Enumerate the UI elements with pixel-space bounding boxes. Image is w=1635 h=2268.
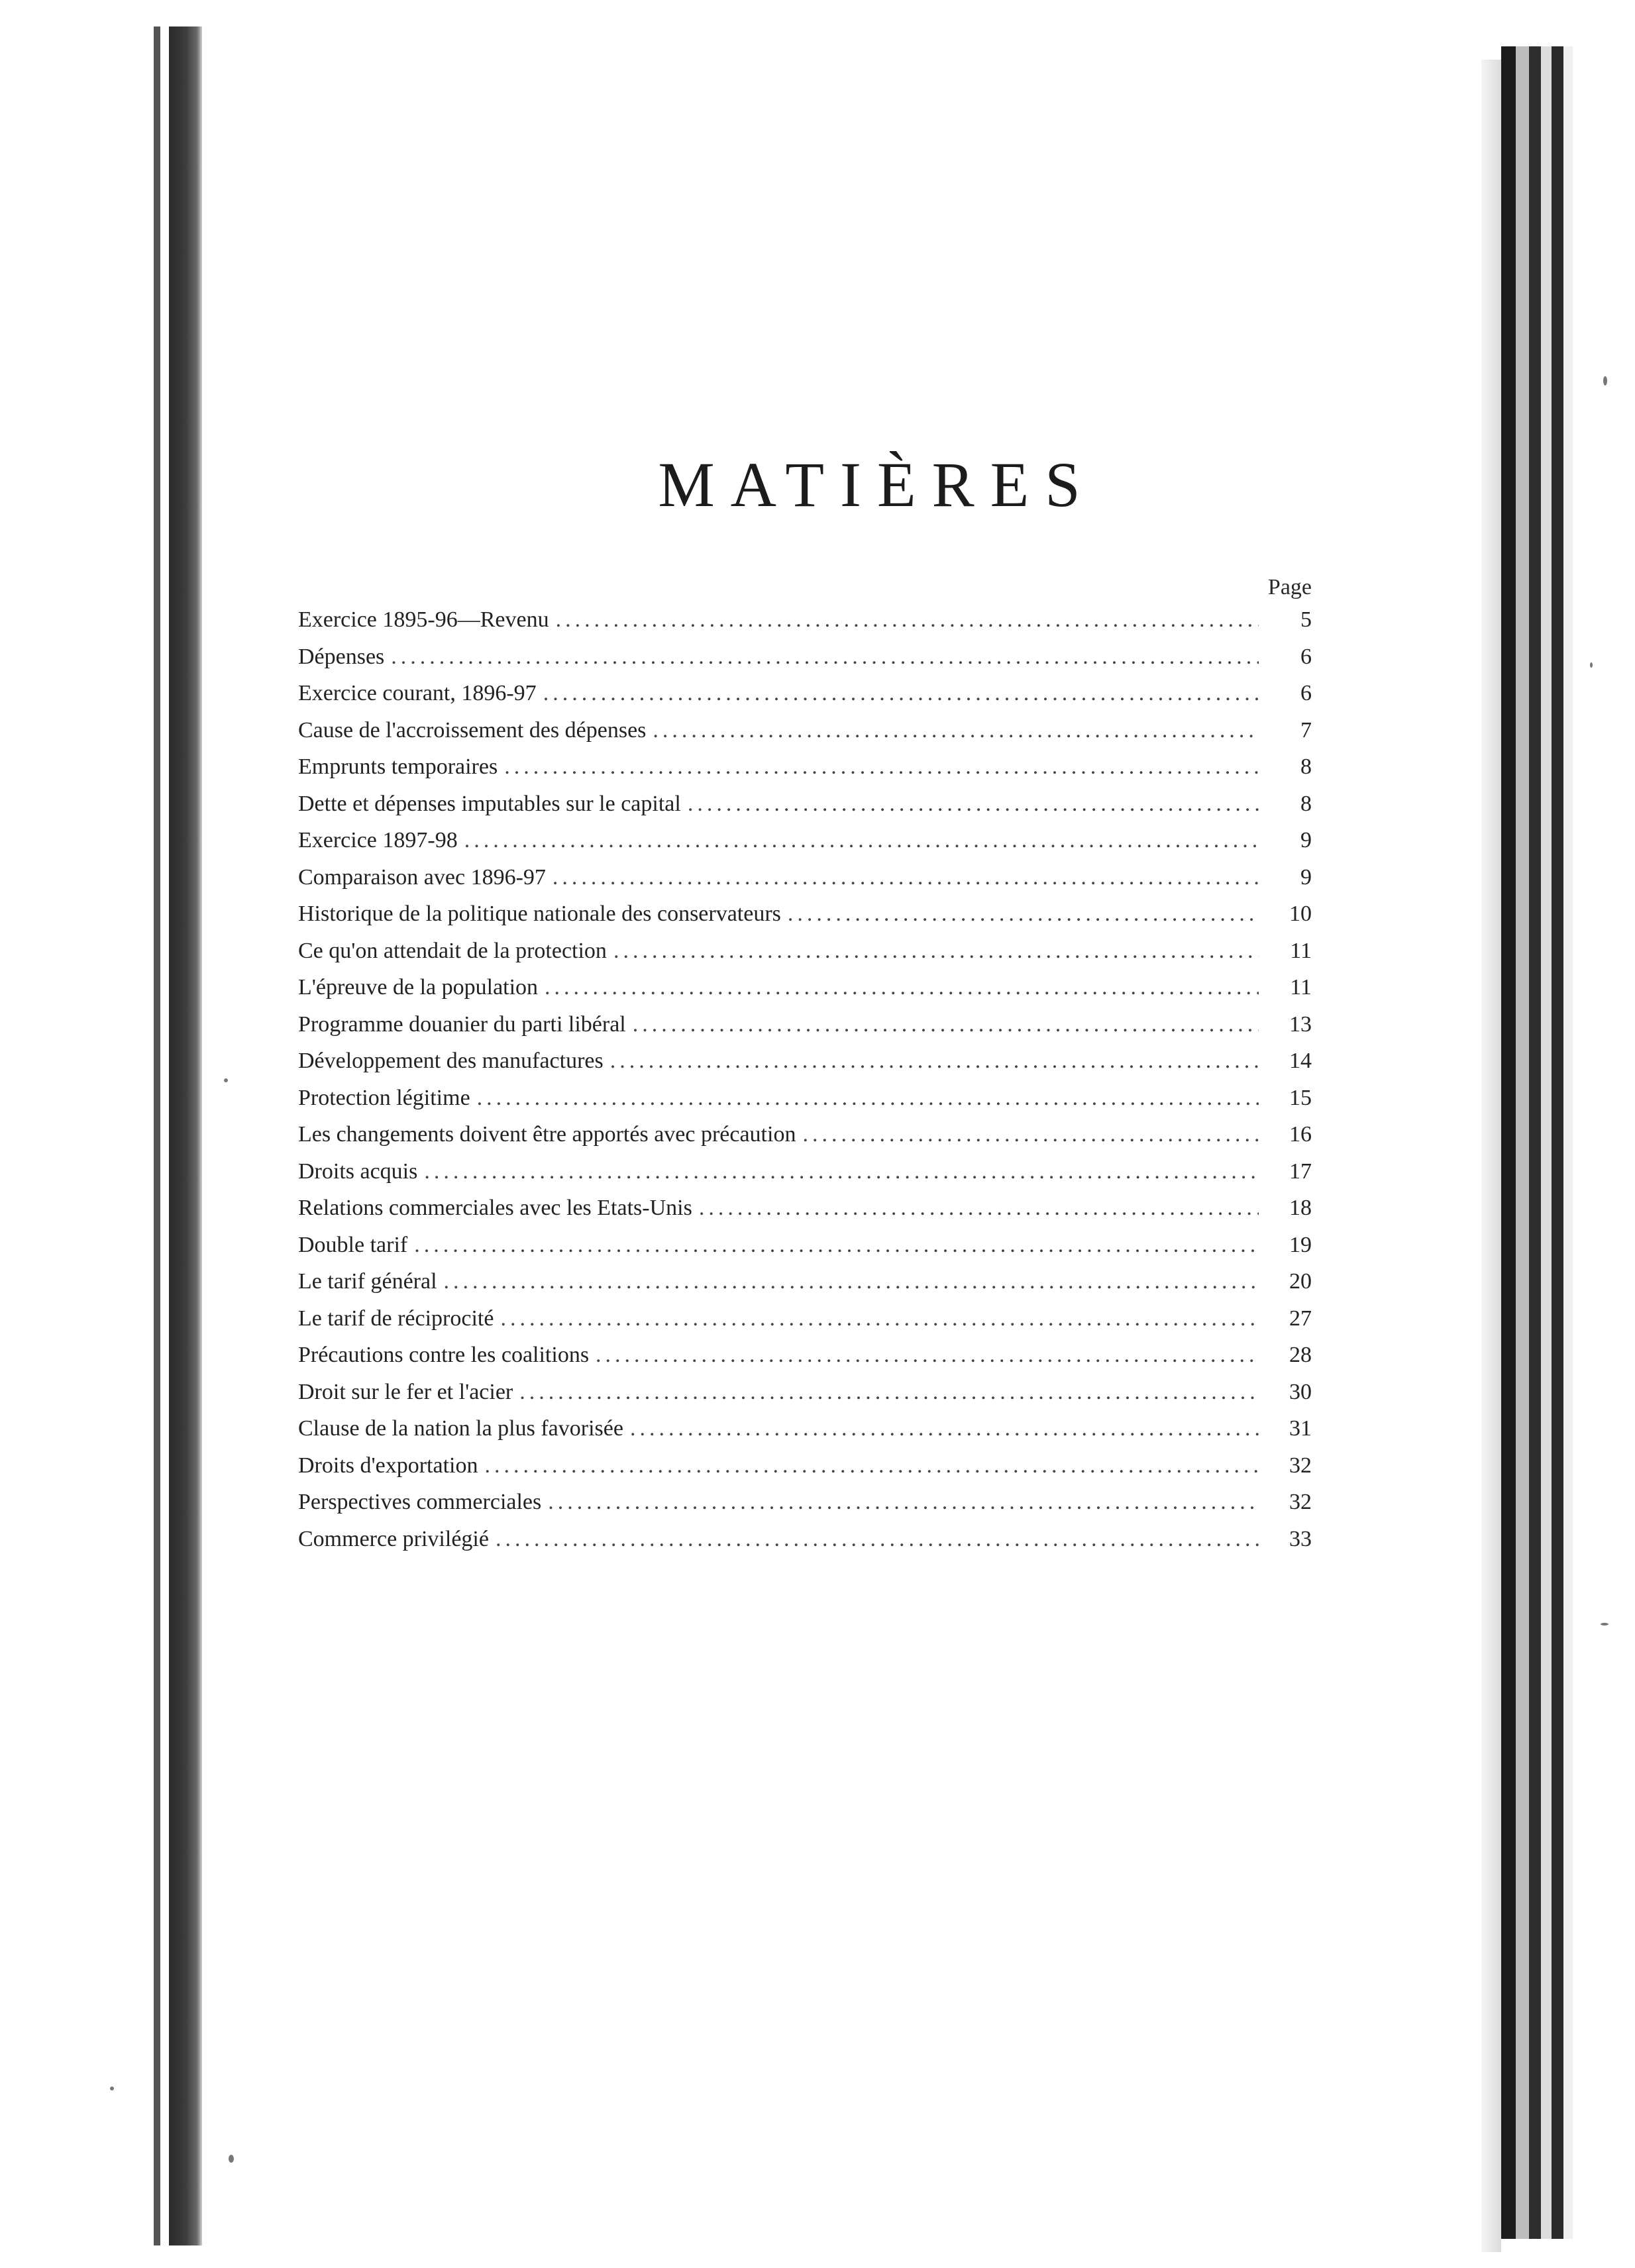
toc-entry-title: Ce qu'on attendait de la protection: [298, 938, 607, 963]
toc-entry-title: Dépenses: [298, 644, 385, 669]
toc-entry-title: Relations commerciales avec les Etats-Unis: [298, 1196, 692, 1220]
dot-leader: [500, 1300, 1259, 1337]
toc-entry-page: 7: [1300, 717, 1312, 743]
toc-entry-page: 17: [1289, 1159, 1312, 1184]
toc-entry-page: 30: [1289, 1379, 1312, 1404]
page-edge: [1501, 46, 1516, 2239]
toc-entry: [298, 1447, 1312, 1484]
dot-leader: [424, 1153, 1259, 1190]
toc-entry: [298, 1116, 1312, 1153]
toc-entry-title: Programme douanier du parti libéral: [298, 1011, 626, 1037]
toc-entry: [298, 1006, 1312, 1043]
dot-leader: [391, 639, 1259, 675]
toc-entry: [298, 675, 1312, 712]
dot-leader: [519, 1374, 1259, 1410]
toc-entry: [298, 1080, 1312, 1117]
toc-entry-title: Cause de l'accroissement des dépenses: [298, 717, 647, 743]
dot-leader: [688, 786, 1259, 822]
toc-entry: [298, 639, 1312, 676]
toc-entry-title: Dette et dépenses imputables sur le capital: [298, 791, 681, 816]
toc-entry-page: 9: [1300, 864, 1312, 890]
toc-entry: [298, 1374, 1312, 1411]
toc-entry: [298, 933, 1312, 970]
toc-entry-page: 18: [1289, 1196, 1312, 1220]
binding-line: [154, 26, 160, 2245]
toc-entry-page: 32: [1289, 1490, 1312, 1514]
toc-entry-title: Emprunts temporaires: [298, 754, 498, 779]
dot-leader: [788, 896, 1259, 932]
dot-leader: [553, 859, 1259, 896]
page-edge: [1563, 46, 1573, 2239]
toc-entry: [298, 1153, 1312, 1190]
toc-entry-page: 9: [1300, 828, 1312, 852]
toc-entry: [298, 1300, 1312, 1337]
toc-entry-page: 31: [1289, 1416, 1312, 1441]
toc-entry-page: 19: [1289, 1232, 1312, 1257]
toc-entry-page: 20: [1289, 1269, 1312, 1294]
toc-entry-page: 11: [1290, 938, 1312, 963]
toc-entry-page: 6: [1300, 644, 1312, 669]
dot-leader: [464, 822, 1259, 858]
toc-entry: [298, 1337, 1312, 1374]
page-column-header: Page: [1267, 575, 1312, 599]
toc-entry-page: 14: [1289, 1049, 1312, 1073]
dot-leader: [699, 1190, 1259, 1226]
toc-entry-page: 11: [1290, 975, 1312, 1000]
dot-leader: [630, 1410, 1259, 1447]
toc-entry: [298, 1227, 1312, 1264]
toc-entry-title: Protection légitime: [298, 1085, 470, 1110]
toc-entry-page: 27: [1289, 1306, 1312, 1331]
toc-entry: [298, 1484, 1312, 1521]
toc-entry-title: Exercice 1897-98: [298, 828, 458, 852]
toc-entry-page: 6: [1300, 681, 1312, 705]
toc-entry: [298, 748, 1312, 786]
toc-entry-title: Développement des manufactures: [298, 1049, 604, 1073]
binding-shadow: [169, 26, 202, 2245]
toc-entry-title: Le tarif de réciprocité: [298, 1306, 494, 1331]
dot-leader: [548, 1484, 1259, 1520]
toc-entry-page: 16: [1289, 1122, 1312, 1147]
toc-entry-page: 13: [1289, 1011, 1312, 1037]
dot-leader: [504, 748, 1259, 785]
toc-entry-title: Exercice courant, 1896-97: [298, 681, 537, 705]
toc-entry: [298, 1410, 1312, 1447]
toc-entry-title: L'épreuve de la population: [298, 975, 539, 1000]
toc-entry: [298, 969, 1312, 1006]
toc-entry: [298, 601, 1312, 639]
toc-entry-page: 33: [1289, 1526, 1312, 1551]
toc-entry: [298, 1263, 1312, 1300]
toc-entry-title: Précautions contre les coalitions: [298, 1343, 590, 1367]
toc-entry: [298, 859, 1312, 896]
dot-leader: [477, 1080, 1259, 1116]
toc-entry-title: Les changements doivent être apportés avec précaution: [298, 1122, 796, 1147]
toc-entry-page: 8: [1300, 754, 1312, 779]
toc-entry: [298, 712, 1312, 749]
dot-leader: [496, 1521, 1259, 1557]
dot-leader: [613, 933, 1259, 969]
toc-entry: [298, 1521, 1312, 1558]
toc-entry-title: Clause de la nation la plus favorisée: [298, 1416, 623, 1441]
toc-entry-title: Droits d'exportation: [298, 1453, 478, 1478]
toc-entry-title: Comparaison avec 1896-97: [298, 864, 546, 890]
page-edge: [1552, 46, 1563, 2239]
toc-entry: [298, 786, 1312, 823]
dot-leader: [633, 1006, 1259, 1043]
dot-leader: [484, 1447, 1259, 1484]
page-edge: [1516, 46, 1529, 2239]
toc-entry-title: Historique de la politique nationale des conservateurs: [298, 902, 781, 926]
toc-entry-title: Double tarif: [298, 1232, 408, 1257]
toc-entry-page: 5: [1300, 607, 1312, 632]
toc-entry: [298, 896, 1312, 933]
toc-entry: [298, 1190, 1312, 1227]
toc-entry-title: Exercice 1895-96—Revenu: [298, 607, 549, 632]
page-edge: [1541, 46, 1552, 2239]
toc-entries: [298, 601, 1312, 1557]
dot-leader: [414, 1227, 1259, 1263]
page-edge: [1529, 46, 1541, 2239]
dot-leader: [802, 1116, 1259, 1153]
page-title: MATIÈRES: [658, 449, 1096, 520]
toc-entry-title: Perspectives commerciales: [298, 1490, 542, 1514]
toc-entry: [298, 1043, 1312, 1080]
dot-leader: [444, 1263, 1259, 1300]
dot-leader: [556, 601, 1259, 638]
toc-entry-page: 32: [1289, 1453, 1312, 1478]
dot-leader: [543, 675, 1259, 711]
toc-entry-title: Commerce privilégié: [298, 1526, 489, 1551]
dot-leader: [610, 1043, 1259, 1079]
toc-entry-title: Le tarif général: [298, 1269, 437, 1294]
toc-entry-title: Droits acquis: [298, 1159, 418, 1184]
toc-entry-page: 8: [1300, 791, 1312, 816]
dot-leader: [653, 712, 1259, 748]
toc-entry-page: 28: [1289, 1343, 1312, 1367]
toc-entry-title: Droit sur le fer et l'acier: [298, 1379, 513, 1404]
dot-leader: [545, 969, 1259, 1005]
toc-entry-page: 15: [1289, 1085, 1312, 1110]
toc-entry: [298, 822, 1312, 859]
toc-entry-page: 10: [1289, 902, 1312, 926]
dot-leader: [596, 1337, 1259, 1373]
page-edge: [1481, 60, 1501, 2252]
